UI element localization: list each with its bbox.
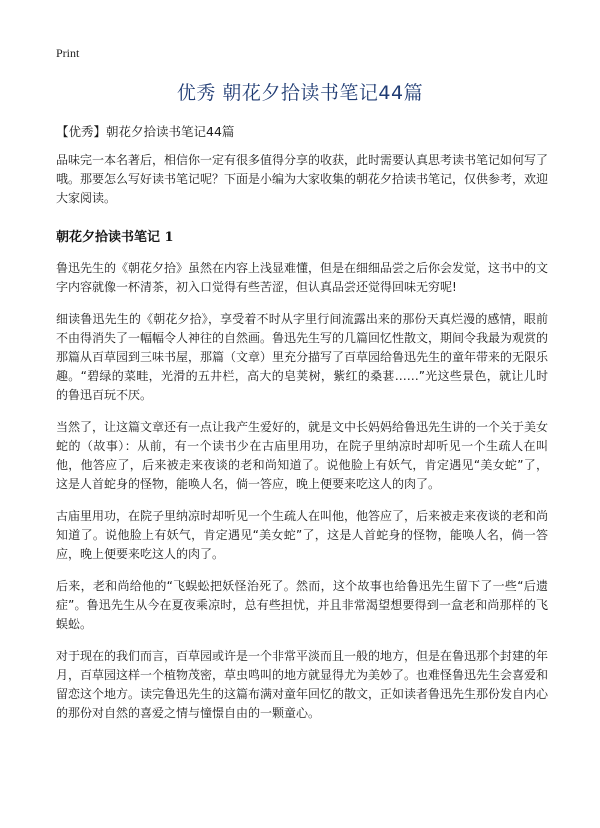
document-body (56, 151, 548, 736)
intro-paragraph: 品味完一本名著后，相信你一定有很多值得分享的收获，此时需要认真思考读书笔记如何写了哦。那要怎么写好读书笔记呢？下面是小编为大家收集的朝花夕拾读书笔记，仅供参考，欢迎大家阅读。 (56, 153, 549, 205)
body-paragraph-6: 对于现在的我们而言，百草园或许是一个非常平淡而且一般的地方，但是在鲁迅那个封建的年月，百草园这样一个植物茂密，草虫鸣叫的地方就显得尤为美妙了。也难怪鲁迅先生会喜爱和留恋这个地方。读完鲁迅先生的这篇布满对童年回忆的散文，正如读者鲁迅先生那份发自内心的那份对自然的喜爱之情与憧憬自由的一颗童心。 (56, 649, 549, 720)
document-subtitle: 【优秀】朝花夕拾读书笔记44篇 (56, 124, 235, 139)
body-paragraph-4: 古庙里用功，在院子里纳凉时却听见一个生疏人在叫他，他答应了，后来被走来夜谈的老和尚知道了。说他脸上有妖气，肯定遇见“美女蛇”了，这是人首蛇身的怪物，能唤人名，倘一答应，晚上便要来吃这人的肉了。 (56, 509, 549, 561)
body-paragraph-5: 后来，老和尚给他的“飞蜈蚣把妖怪治死了。然而，这个故事也给鲁迅先生留下了一些“后遗症”。鲁迅先生从今在夏夜乘凉时，总有些担忧，并且非常渴望想要得到一盒老和尚那样的飞蜈蚣。 (56, 579, 548, 631)
document-title: 优秀 朝花夕拾读书笔记44篇 (176, 82, 424, 104)
section-heading: 朝花夕拾读书笔记 1 (56, 230, 174, 245)
body-paragraph-3: 当然了，让这篇文章还有一点让我产生爱好的，就是文中长妈妈给鲁迅先生讲的一个关于美女蛇的（故事）：从前，有一个读书少在古庙里用功，在院子里纳凉时却听见一个生疏人在叫他，他答应了，后来被走来夜谈的老和尚知道了。说他脸上有妖气，肯定遇见“美女蛇”了，这是人首蛇身的怪物，能唤人名，倘一答应，晚上便要来吃这人的肉了。 (56, 420, 549, 491)
body-paragraph-2: 细读鲁迅先生的《朝花夕拾》，享受着不时从字里行间流露出来的那份天真烂漫的感情，眼前不由得消失了一幅幅令人神往的自然画。鲁迅先生写的几篇回忆性散文，期间令我最为观赏的那篇从百草园到三味书屋，那篇（文章）里充分描写了百草园给鲁迅先生的童年带来的无限乐趣。“碧绿的菜畦，光滑的五井栏，高大的皂荚树，紫红的桑葚……”光这些景色，就让儿时的鲁迅百玩不厌。 (56, 312, 549, 402)
body-paragraph-1: 鲁迅先生的《朝花夕拾》虽然在内容上浅显难懂，但是在细细品尝之后你会发觉，这书中的文字内容就像一杯清茶，初入口觉得有些苦涩，但认真品尝还觉得回味无穷呢! (56, 261, 549, 294)
print-link[interactable]: Print (56, 46, 80, 60)
